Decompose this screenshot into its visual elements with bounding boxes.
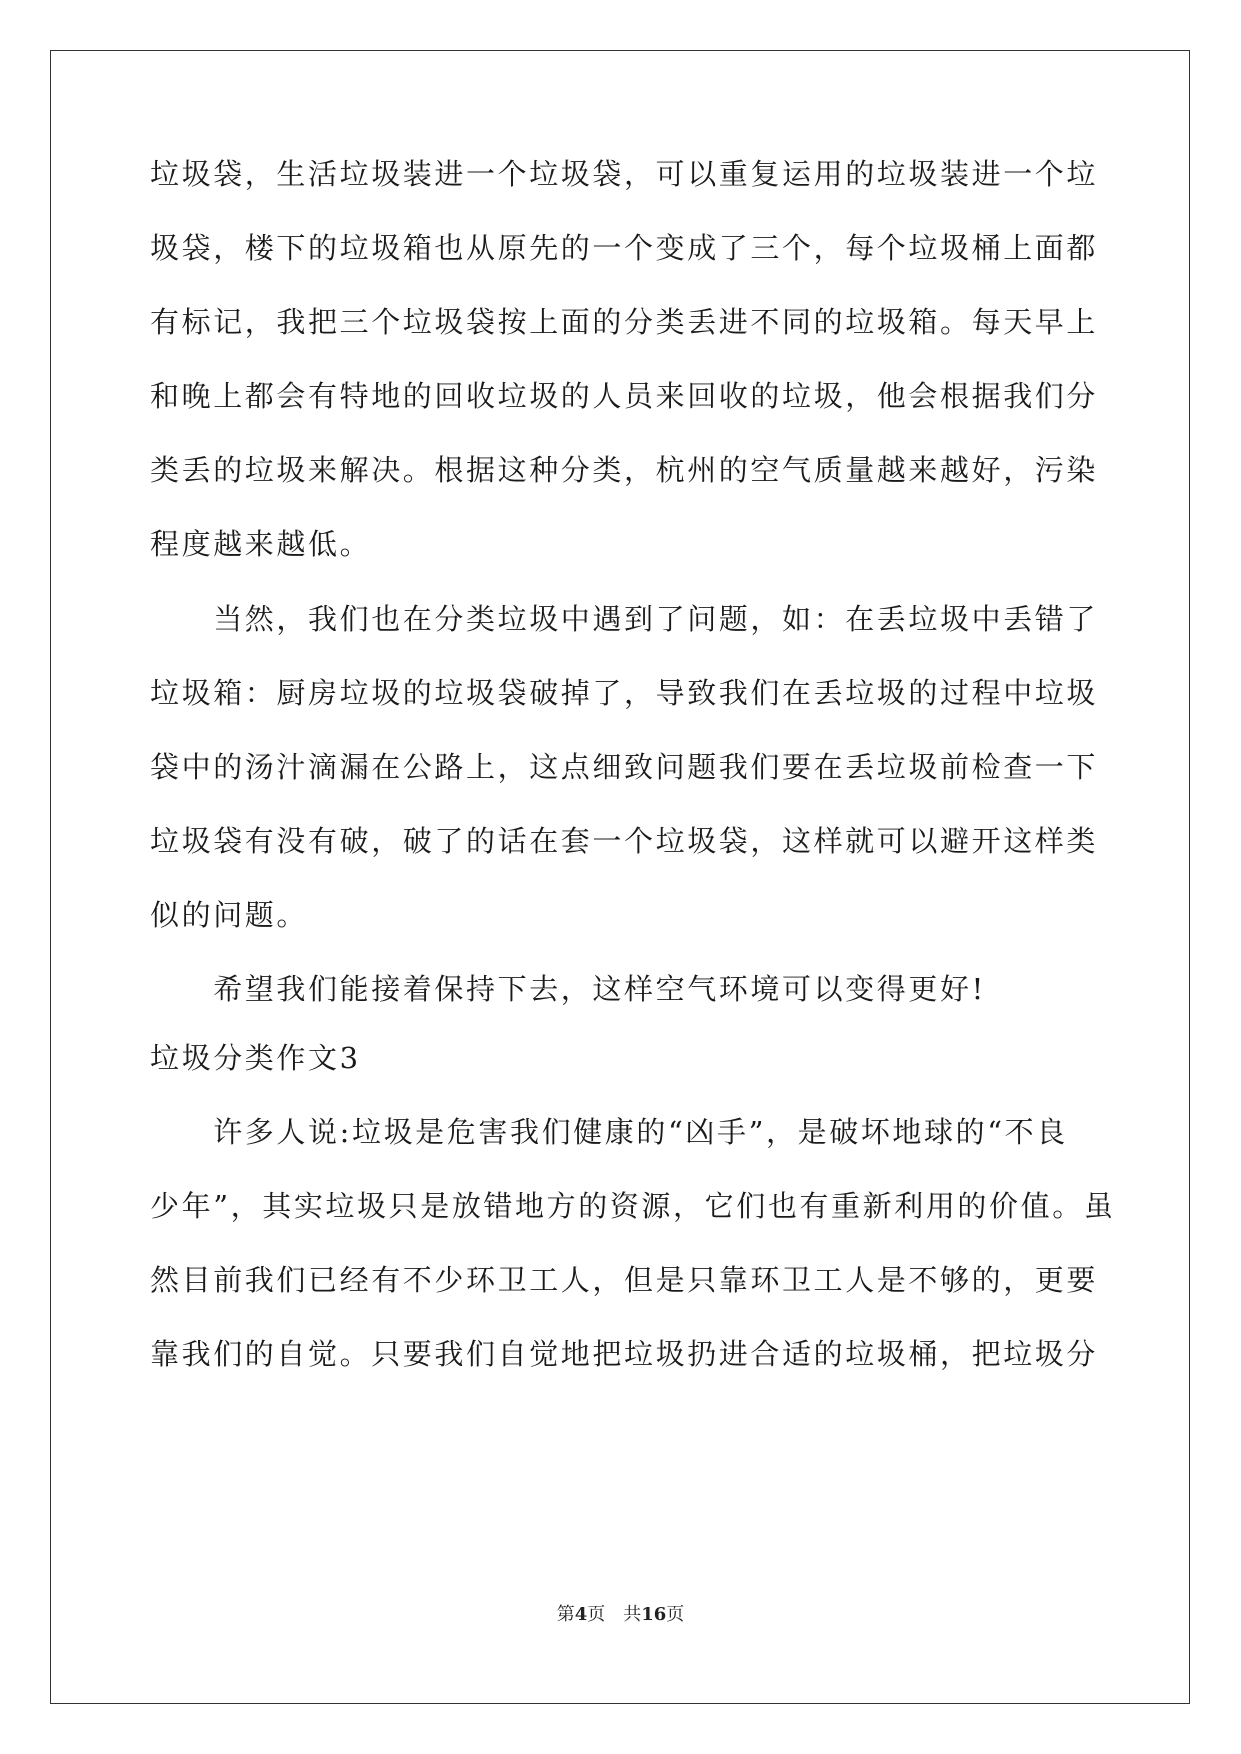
text-line: 垃圾箱：厨房垃圾的垃圾袋破掉了，导致我们在丢垃圾的过程中垃圾	[150, 676, 1099, 710]
section-heading: 垃圾分类作文3	[150, 1041, 361, 1075]
text-line: 似的问题。	[150, 898, 309, 932]
text-line: 类丢的垃圾来解决。根据这种分类，杭州的空气质量越来越好，污染	[150, 453, 1099, 487]
page-border	[50, 50, 1190, 1704]
text-line: 垃圾袋，生活垃圾装进一个垃圾袋，可以重复运用的垃圾装进一个垃	[150, 157, 1099, 191]
text-line: 希望我们能接着保持下去，这样空气环境可以变得更好!	[150, 972, 986, 1006]
text-line: 圾袋，楼下的垃圾箱也从原先的一个变成了三个，每个垃圾桶上面都	[150, 231, 1099, 265]
page-number: 4	[574, 1604, 588, 1625]
page-prefix: 第	[556, 1604, 575, 1625]
page-footer	[0, 1603, 1241, 1627]
total-pages: 16	[641, 1604, 667, 1625]
text-line: 有标记，我把三个垃圾袋按上面的分类丢进不同的垃圾箱。每天早上	[150, 305, 1099, 339]
text-line: 少年”，其实垃圾只是放错地方的资源，它们也有重新利用的价值。虽	[150, 1189, 1116, 1223]
text-line: 垃圾袋有没有破，破了的话在套一个垃圾袋，这样就可以避开这样类	[150, 824, 1099, 858]
text-line: 程度越来越低。	[150, 527, 372, 561]
total-prefix: 共	[623, 1604, 642, 1625]
text-line: 许多人说:垃圾是危害我们健康的“凶手”，是破坏地球的“不良	[150, 1115, 1068, 1149]
text-line: 和晚上都会有特地的回收垃圾的人员来回收的垃圾，他会根据我们分	[150, 379, 1099, 413]
text-line: 当然，我们也在分类垃圾中遇到了问题，如：在丢垃圾中丢错了	[150, 602, 1099, 636]
text-line: 然目前我们已经有不少环卫工人，但是只靠环卫工人是不够的，更要	[150, 1263, 1099, 1297]
page-suffix: 页	[587, 1604, 606, 1625]
text-line: 靠我们的自觉。只要我们自觉地把垃圾扔进合适的垃圾桶，把垃圾分	[150, 1337, 1099, 1371]
text-line: 袋中的汤汁滴漏在公路上，这点细致问题我们要在丢垃圾前检查一下	[150, 750, 1099, 784]
total-suffix: 页	[666, 1604, 685, 1625]
